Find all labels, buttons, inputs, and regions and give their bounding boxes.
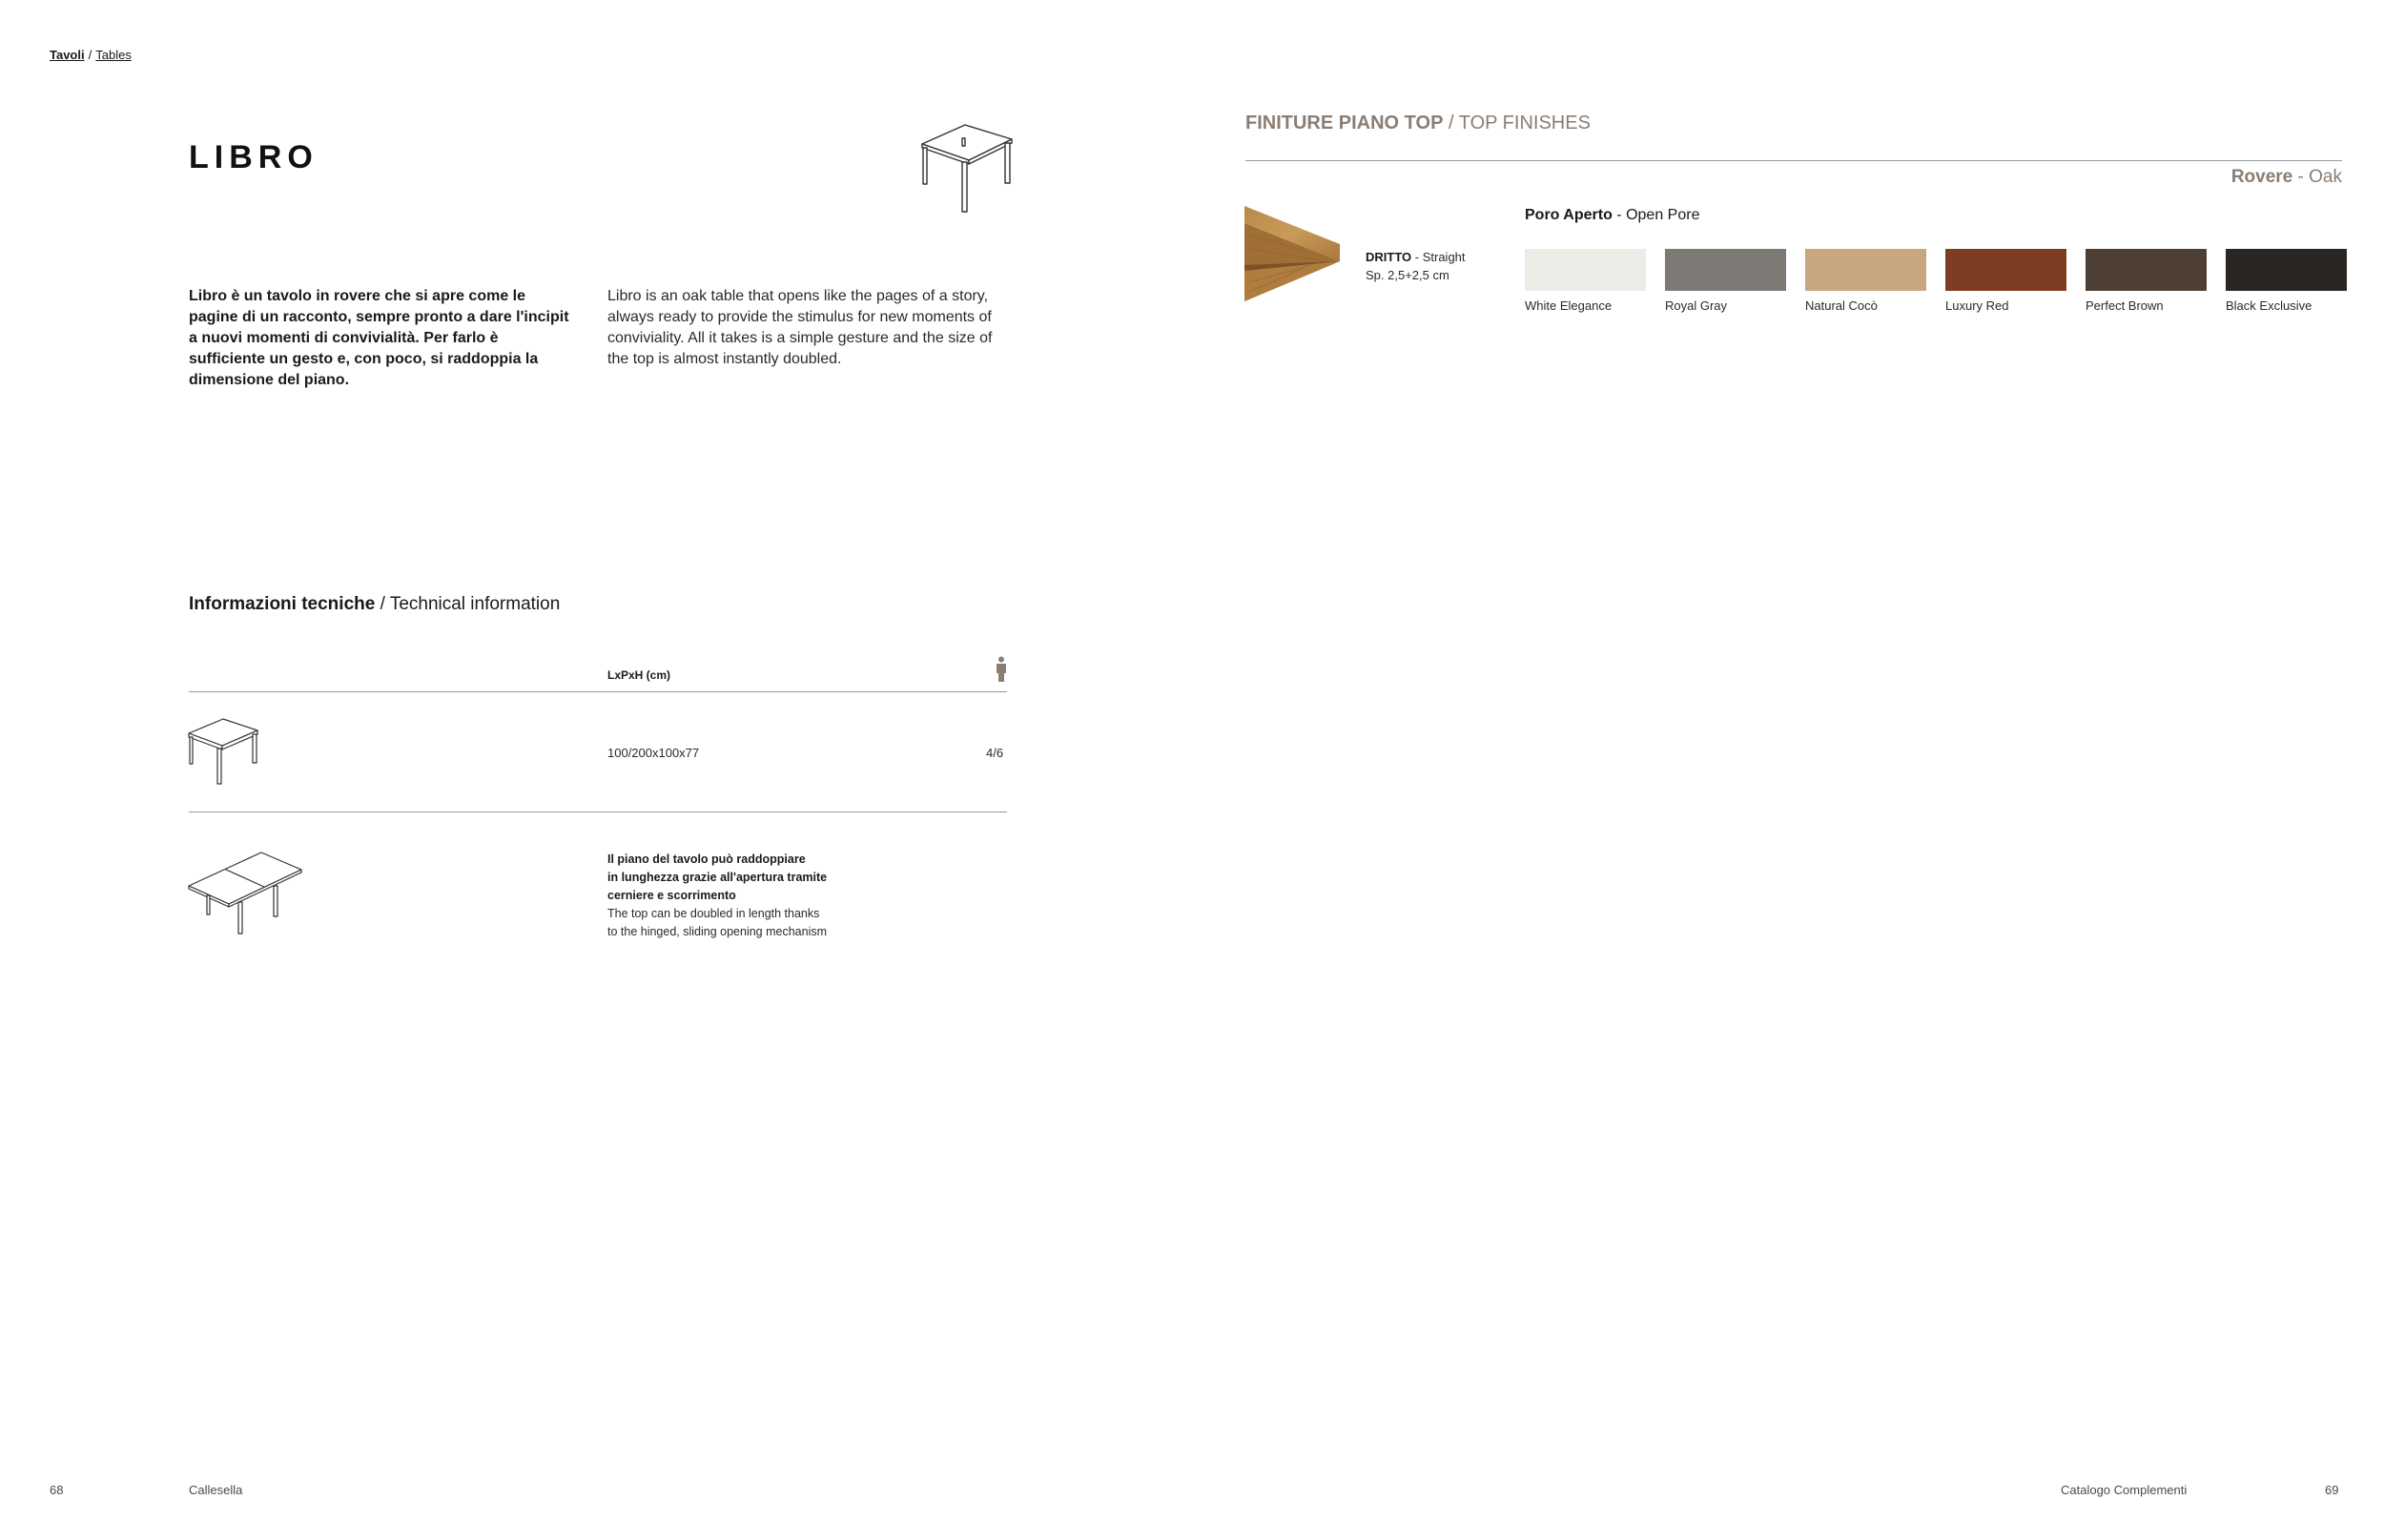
breadcrumb-tavoli-link[interactable]: Tavoli <box>50 48 85 62</box>
page-number-left: 68 <box>50 1483 64 1497</box>
edge-name-it: DRITTO <box>1366 250 1412 264</box>
pore-label <box>1525 207 1699 224</box>
breadcrumb-tables-link[interactable]: Tables <box>95 48 132 62</box>
swatch-white-elegance[interactable] <box>1525 249 1646 313</box>
swatch-color <box>1525 249 1646 291</box>
table-icon <box>187 717 259 786</box>
swatch-name: Royal Gray <box>1665 298 1728 313</box>
swatch-color <box>1665 249 1786 291</box>
finishes-heading-en: TOP FINISHES <box>1458 113 1591 133</box>
swatch-royal-gray[interactable] <box>1665 249 1786 313</box>
material-it: Rovere <box>2230 167 2293 187</box>
product-title: LIBRO <box>189 139 319 175</box>
breadcrumb <box>50 48 132 62</box>
finishes-heading-it: FINITURE PIANO TOP <box>1245 113 1444 133</box>
row-dimensions: 100/200x100x77 <box>607 746 700 760</box>
technical-heading-separator: / <box>375 594 390 614</box>
table-icon <box>919 122 1015 214</box>
material-separator: - <box>2292 167 2310 187</box>
person-icon <box>995 656 1008 683</box>
pore-separator: - <box>1612 207 1627 223</box>
column-header-dimensions: LxPxH (cm) <box>607 668 671 682</box>
table-divider <box>189 811 1007 812</box>
footer-catalog: Catalogo Complementi <box>2061 1483 2188 1497</box>
finish-swatches <box>1525 249 2347 313</box>
edge-separator: - <box>1411 250 1423 264</box>
swatch-color <box>1805 249 1926 291</box>
edge-thickness: Sp. 2,5+2,5 cm <box>1366 268 1449 282</box>
description-english: Libro is an oak table that opens like the pages of a story, always ready to provide the stimulus for new moments of conviviality. All it takes is a simple gesture and the size of the top is almost instantly doubled. <box>607 288 993 367</box>
finishes-heading <box>1245 113 1591 134</box>
material-en: Oak <box>2309 167 2342 187</box>
breadcrumb-separator: / <box>88 48 92 62</box>
technical-heading-en: Technical information <box>389 594 561 614</box>
finishes-heading-separator: / <box>1443 113 1459 133</box>
table-divider <box>189 691 1007 692</box>
footer-brand: Callesella <box>189 1483 243 1497</box>
technical-heading-it: Informazioni tecniche <box>189 594 376 614</box>
swatch-natural-coco[interactable] <box>1805 249 1926 313</box>
finishes-divider <box>1245 160 2342 161</box>
extension-text-en-2: to the hinged, sliding opening mechanism <box>607 925 828 938</box>
pore-name-en: Open Pore <box>1626 207 1700 223</box>
pore-name-it: Poro Aperto <box>1525 207 1613 223</box>
swatch-perfect-brown[interactable] <box>2086 249 2207 313</box>
edge-profile-label <box>1366 248 1466 284</box>
swatch-name: Perfect Brown <box>2086 298 2164 313</box>
page-number-right: 69 <box>2325 1483 2339 1497</box>
swatch-color <box>2086 249 2207 291</box>
swatch-name: Black Exclusive <box>2226 298 2312 313</box>
extended-table-icon <box>187 851 303 936</box>
description-italian: Libro è un tavolo in rovere che si apre come le pagine di un racconto, sempre pronto a dare l'incipit a nuovi momenti di convivialità. Per farlo è sufficiente un gesto e, con poco, si raddoppia la dimensione del piano. <box>189 288 569 388</box>
material-label <box>2231 167 2342 188</box>
extension-text-it-2: in lunghezza grazie all'apertura tramite <box>607 871 828 884</box>
swatch-name: White Elegance <box>1525 298 1613 313</box>
technical-heading <box>189 594 560 615</box>
swatch-name: Natural Cocò <box>1805 298 1878 313</box>
wood-edge-sample <box>1244 206 1340 303</box>
extension-text-it-1: Il piano del tavolo può raddoppiare <box>607 852 806 866</box>
extension-text-en-1: The top can be doubled in length thanks <box>607 907 820 920</box>
swatch-name: Luxury Red <box>1945 298 2009 313</box>
edge-name-en: Straight <box>1422 250 1466 264</box>
extension-text-it-3: cerniere e scorrimento <box>607 889 736 902</box>
row-seats: 4/6 <box>986 746 1004 760</box>
swatch-color <box>1945 249 2066 291</box>
extension-description <box>607 851 913 941</box>
swatch-color <box>2226 249 2347 291</box>
swatch-luxury-red[interactable] <box>1945 249 2066 313</box>
swatch-black-exclusive[interactable] <box>2226 249 2347 313</box>
